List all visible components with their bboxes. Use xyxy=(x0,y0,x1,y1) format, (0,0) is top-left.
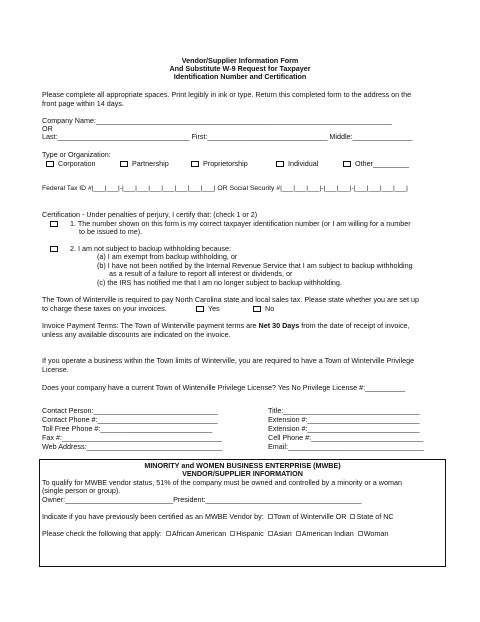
extension-field[interactable]: Extension #:____________________________ xyxy=(268,415,420,424)
cert-item-2[interactable] xyxy=(50,245,58,253)
cert-option-town: Town of Winterville OR xyxy=(273,512,347,521)
org-option-other[interactable] xyxy=(343,160,409,168)
cert-item-1[interactable] xyxy=(50,220,58,228)
mwbe-title: MINORITY and WOMEN BUSINESS ENTERPRISE (MWBE) xyxy=(144,461,341,470)
org-option-label: Proprietorship xyxy=(203,159,248,168)
name-fields[interactable]: Last:_________________________________ First:______________________________ Middle:_______________ xyxy=(42,132,413,141)
checkbox-icon[interactable] xyxy=(50,246,58,252)
org-type-label: Type or Organization: xyxy=(42,150,111,159)
checkbox-icon[interactable] xyxy=(120,161,128,167)
mwbe-desc-2: (single person or group). xyxy=(42,486,121,495)
org-option-label: Partnership xyxy=(132,159,169,168)
org-option-proprietorship[interactable] xyxy=(191,160,248,168)
org-option-corporation[interactable] xyxy=(46,160,96,168)
checkbox-icon[interactable] xyxy=(358,531,363,536)
yes-label: Yes xyxy=(208,304,220,313)
company-name-field[interactable]: Company Name:__________________________________________________________________________ xyxy=(42,116,392,125)
sales-tax-line-1: The Town of Winterville is required to pay North Carolina state and local sales tax. Please state whether you are set up xyxy=(42,295,420,304)
check-option-african-american: African American xyxy=(171,529,227,538)
checkbox-icon[interactable] xyxy=(166,531,171,536)
sales-tax-line-2: to charge these taxes on your invoices. xyxy=(42,304,167,313)
checkbox-icon[interactable] xyxy=(50,221,58,227)
check-option-woman: Woman xyxy=(363,529,389,538)
no-label: No xyxy=(265,304,275,313)
cert-intro: Certification - Under penalties of perjury, I certify that: (check 1 or 2) xyxy=(42,210,258,219)
checkbox-icon[interactable] xyxy=(196,306,204,312)
sales-tax-yes[interactable] xyxy=(196,305,220,313)
contact-phone-field[interactable]: Contact Phone #:______________________________ xyxy=(42,415,218,424)
intro-line-1: Please complete all appropriate spaces. Print legibly in ink or type. Return this completed form to the address on the xyxy=(42,90,412,99)
checkbox-icon[interactable] xyxy=(296,531,301,536)
certified-label: Indicate if you have previously been certified as an MWBE Vendor by: xyxy=(42,512,264,521)
cert-sub-c: (c) the IRS has notified me that I am no longer subject to backup withholding. xyxy=(97,278,342,287)
extension-field-2[interactable]: Extension #:____________________________ xyxy=(268,424,420,433)
cert-item-1-text-2: to be issued to me). xyxy=(79,227,143,236)
owner-president-field[interactable]: Owner:___________________________President:_______________________________________ xyxy=(42,495,362,504)
cert-item-1-text: 1. The number shown on this form is my correct taxpayer identification number (or I am willing for a number xyxy=(70,219,411,228)
mwbe-check-line xyxy=(42,530,388,538)
org-option-label: Other_________ xyxy=(355,159,409,168)
check-option-hispanic: Hispanic xyxy=(236,529,264,538)
org-option-individual[interactable] xyxy=(276,160,318,168)
cert-sub-b-2: as a result of a failure to report all interest or dividends, or xyxy=(109,269,293,278)
checkbox-icon[interactable] xyxy=(343,161,351,167)
or-label: OR xyxy=(42,124,53,133)
privilege-line-1: If you operate a business within the Town limits of Winterville, you are required to have a Town of Winterville Privilege xyxy=(42,356,415,365)
checkbox-icon[interactable] xyxy=(230,531,235,536)
org-option-label: Corporation xyxy=(58,159,96,168)
web-address-field[interactable]: Web Address:__________________________________ xyxy=(42,442,223,451)
intro-line-2: front page within 14 days. xyxy=(42,99,124,108)
cert-option-state: State of NC xyxy=(356,512,394,521)
form-subtitle: And Substitute W-9 Request for Taxpayer xyxy=(169,64,311,73)
invoice-terms-text-2: from the date of receipt of invoice, xyxy=(299,321,410,330)
form-title: Vendor/Supplier Information Form xyxy=(181,56,299,65)
checkbox-icon[interactable] xyxy=(253,306,261,312)
check-label: Please check the following that apply: xyxy=(42,529,162,538)
check-option-asian: Asian xyxy=(273,529,292,538)
org-option-label: Individual xyxy=(288,159,319,168)
tax-id-field[interactable]: Federal Tax ID #|___|___|-|___|___|___|___|___|___|___| OR Social Security #|___|___|___|-|___|___|-|___|___|___|___| xyxy=(42,185,408,192)
checkbox-icon[interactable] xyxy=(350,514,355,519)
check-option-american-indian: American Indian xyxy=(301,529,354,538)
checkbox-icon[interactable] xyxy=(268,514,273,519)
email-field[interactable]: Email:__________________________________ xyxy=(268,442,424,451)
toll-free-field[interactable]: Toll Free Phone #:____________________________ xyxy=(42,424,213,433)
sales-tax-no[interactable] xyxy=(253,305,274,313)
form-subtitle-2: Identification Number and Certification xyxy=(173,72,307,81)
mwbe-certified-line xyxy=(42,513,394,521)
mwbe-desc-1: To qualify for MWBE vendor status, 51% of the company must be owned and controlled by a minority or a woman xyxy=(42,478,402,487)
org-option-partnership[interactable] xyxy=(120,160,169,168)
cell-phone-field[interactable]: Cell Phone #:____________________________ xyxy=(268,433,424,442)
fax-field[interactable]: Fax #:________________________________________ xyxy=(42,433,222,442)
privilege-question[interactable]: Does your company have a current Town of Winterville Privilege License? Yes No Privilege License #:__________ xyxy=(42,383,406,392)
net-terms: Net 30 Days xyxy=(258,321,300,330)
privilege-line-2: License. xyxy=(42,365,69,374)
title-field[interactable]: Title:__________________________________ xyxy=(268,406,420,415)
cert-item-2-text: 2. I am not subject to backup withholding because: xyxy=(70,244,232,253)
checkbox-icon[interactable] xyxy=(191,161,199,167)
contact-person-field[interactable]: Contact Person:_______________________________ xyxy=(42,406,218,415)
cert-sub-a: (a) I am exempt from backup withholding, or xyxy=(97,252,238,261)
cert-sub-b: (b) I have not been notified by the Internal Revenue Service that I am subject to backup withholding xyxy=(97,261,413,270)
checkbox-icon[interactable] xyxy=(268,531,273,536)
invoice-terms-line-1 xyxy=(42,322,410,330)
checkbox-icon[interactable] xyxy=(46,161,54,167)
invoice-terms-text: Invoice Payment Terms: The Town of Winterville payment terms are xyxy=(42,321,259,330)
checkbox-icon[interactable] xyxy=(276,161,284,167)
invoice-terms-line-2: unless any available discounts are indicated on the invoice. xyxy=(42,330,231,339)
mwbe-subtitle: VENDOR/SUPPLIER INFORMATION xyxy=(182,469,303,478)
